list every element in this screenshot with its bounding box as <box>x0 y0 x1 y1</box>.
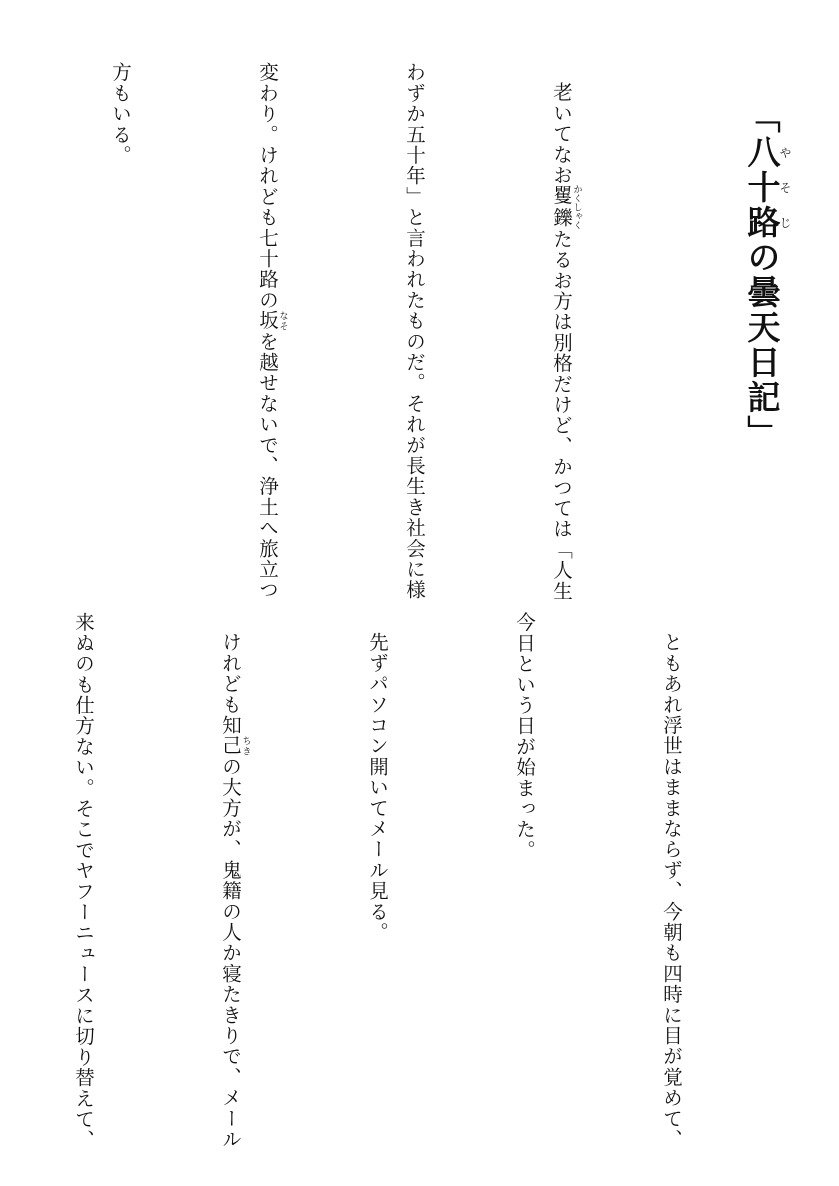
title-ruby <box>742 135 792 240</box>
title-ruby-reading: やそじ <box>778 135 792 240</box>
text-line: 先ずパソコン開いてメール見る。 <box>366 631 389 942</box>
title-rest: の曇天日記」 <box>742 240 782 450</box>
ruby-text: 矍鑠かくしゃく <box>550 184 582 230</box>
text-line: 老いてなお矍鑠かくしゃくたるお方は別格だけど、かつては「人生 <box>550 81 582 601</box>
text-line: 来ぬのも仕方ない。そこでヤフーニュースに切り替えて、 <box>72 612 95 1151</box>
text-line: 変わり。けれども七十路の坂なそを越せないで、浄土へ旅立つ <box>256 62 288 601</box>
text-line: 方もいる。 <box>109 62 132 166</box>
ruby-text: 己ちき <box>219 735 251 756</box>
ruby-text: 坂なそ <box>256 310 288 332</box>
upper-text-block <box>0 62 684 601</box>
text-line: 今日という日が始まった。 <box>513 612 536 861</box>
text-line: けれども知己ちきの大方が、鬼籍の人か寝たきりで、メール <box>219 631 251 1150</box>
text-line: ともあれ浮世はままならず、今朝も四時に目が覚めて、 <box>660 631 683 1149</box>
page-title <box>742 100 792 450</box>
title-ruby-base: 八十路 <box>742 135 782 240</box>
lower-text-block <box>0 612 794 1152</box>
text-line: わずか五十年」と言われたものだ。それが長生き社会に様 <box>403 62 426 601</box>
title-open-bracket: 「 <box>742 100 782 135</box>
